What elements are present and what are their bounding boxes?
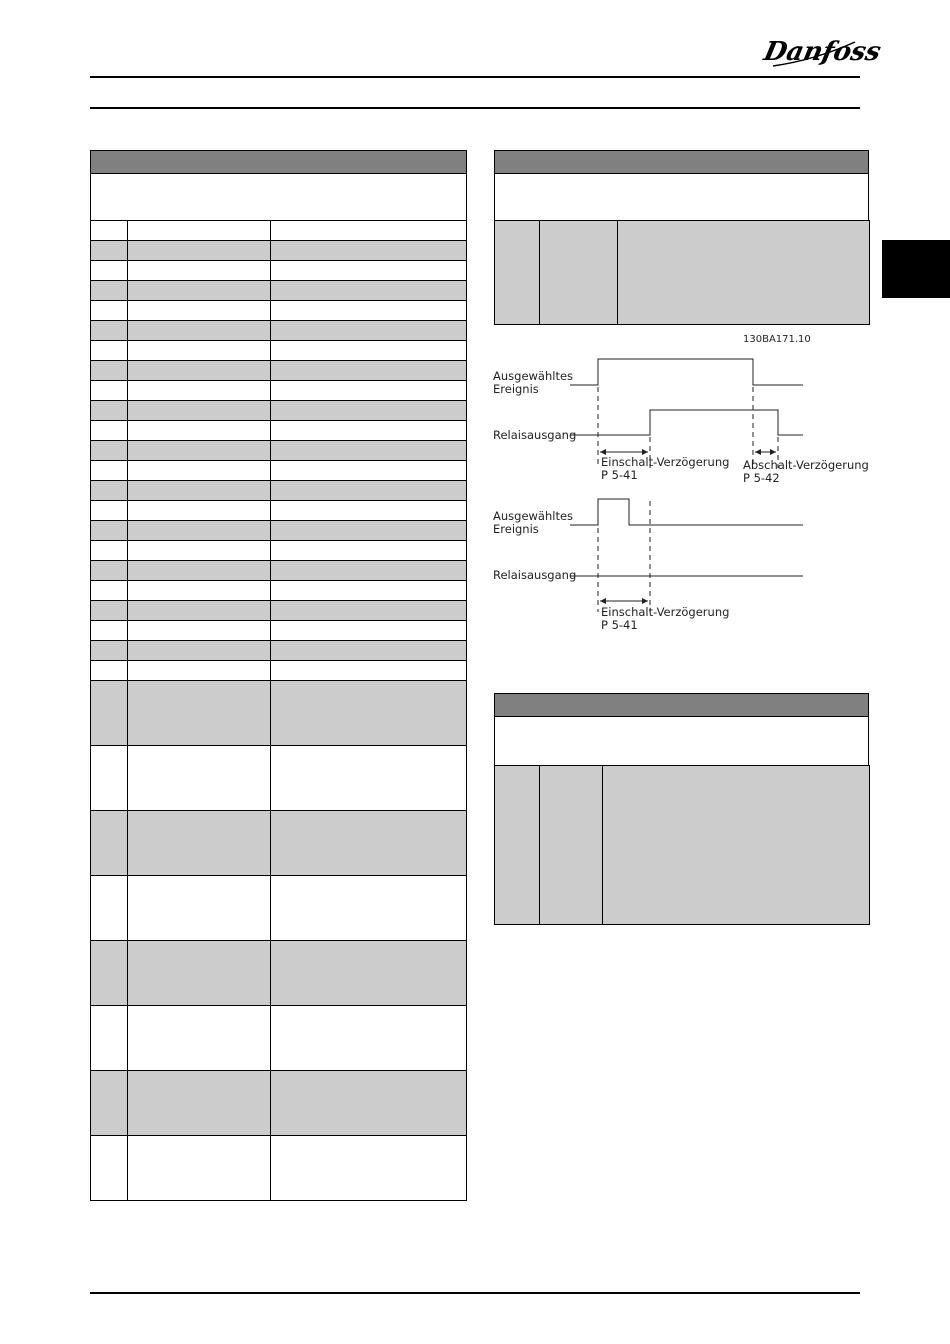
cell-id (91, 321, 128, 341)
cell-id (91, 661, 128, 681)
cell-description (271, 541, 467, 561)
cell-id (91, 601, 128, 621)
relay-signal-upper (570, 410, 803, 435)
table-row (91, 221, 467, 241)
cell-description (271, 521, 467, 541)
table-row (91, 301, 467, 321)
cell-description (271, 361, 467, 381)
cell-name (128, 561, 271, 581)
cell-id (91, 341, 128, 361)
cell-name (128, 421, 271, 441)
cell-name (128, 746, 271, 811)
cell-name (128, 941, 271, 1006)
cell-name (128, 321, 271, 341)
table-row (91, 521, 467, 541)
cell-description (271, 661, 467, 681)
table-row (91, 481, 467, 501)
cell-name (128, 381, 271, 401)
event-signal-upper (570, 359, 803, 385)
table-row (91, 421, 467, 441)
cell-description (271, 1136, 467, 1201)
table-row (91, 681, 467, 746)
cell-name (128, 461, 271, 481)
relay-label-lower: Relaisausgang (493, 568, 577, 582)
table-row (91, 621, 467, 641)
cell-description (271, 341, 467, 361)
on-delay-description (494, 173, 869, 221)
on-delay-param-upper: P 5-41 (601, 468, 638, 482)
table-row (91, 401, 467, 421)
table-row (91, 261, 467, 281)
cell-id (91, 876, 128, 941)
event-signal-lower (570, 499, 803, 525)
event-label-lower-line1: Ausgewähltes (493, 509, 574, 523)
cell-description (271, 1071, 467, 1136)
table-row (91, 541, 467, 561)
cell-description (271, 746, 467, 811)
on-delay-label-lower: Einschalt-Verzögerung (601, 605, 730, 619)
footer-rule (90, 1292, 860, 1294)
table-row (91, 1006, 467, 1071)
cell-id (91, 1071, 128, 1136)
cell-name (540, 766, 603, 925)
cell-id (91, 361, 128, 381)
cell-id (91, 941, 128, 1006)
cell-name (128, 876, 271, 941)
cell-id (91, 681, 128, 746)
cell-description (271, 401, 467, 421)
table-row (91, 461, 467, 481)
cell-description (271, 301, 467, 321)
cell-description (271, 461, 467, 481)
cell-description (271, 241, 467, 261)
cell-description (618, 221, 870, 325)
cell-name (128, 641, 271, 661)
table-row (91, 811, 467, 876)
cell-description (271, 641, 467, 661)
off-delay-header (494, 693, 869, 717)
cell-description (271, 601, 467, 621)
cell-id (91, 241, 128, 261)
cell-id (91, 261, 128, 281)
danfoss-logo (761, 30, 884, 72)
cell-description (271, 221, 467, 241)
off-delay-table (494, 765, 870, 925)
cell-description (271, 621, 467, 641)
event-label-line2: Ereignis (493, 382, 539, 396)
cell-name (128, 481, 271, 501)
cell-description (271, 941, 467, 1006)
table-row (495, 221, 870, 325)
cell-name (128, 441, 271, 461)
left-options-table (90, 220, 467, 1201)
left-table-description (90, 173, 467, 221)
table-row (91, 641, 467, 661)
cell-name (128, 1071, 271, 1136)
cell-description (271, 321, 467, 341)
cell-name (128, 1136, 271, 1201)
table-row (495, 766, 870, 925)
table-row (91, 1136, 467, 1201)
cell-description (271, 581, 467, 601)
on-delay-table (494, 220, 870, 325)
cell-description (271, 1006, 467, 1071)
on-delay-param-lower: P 5-41 (601, 618, 638, 632)
cell-id (91, 461, 128, 481)
cell-id (91, 641, 128, 661)
cell-name (128, 501, 271, 521)
table-row (91, 561, 467, 581)
cell-id (91, 381, 128, 401)
cell-description (271, 501, 467, 521)
table-row (91, 746, 467, 811)
cell-name (128, 581, 271, 601)
cell-name (128, 1006, 271, 1071)
cell-name (128, 401, 271, 421)
cell-description (271, 811, 467, 876)
cell-id (91, 521, 128, 541)
cell-name (128, 681, 271, 746)
cell-description (603, 766, 870, 925)
cell-id (91, 401, 128, 421)
cell-id (91, 441, 128, 461)
cell-name (128, 221, 271, 241)
table-row (91, 341, 467, 361)
table-row (91, 501, 467, 521)
off-delay-description (494, 716, 869, 766)
table-row (91, 281, 467, 301)
table-row (91, 601, 467, 621)
cell-description (271, 281, 467, 301)
cell-name (128, 661, 271, 681)
cell-name (128, 341, 271, 361)
cell-id (91, 746, 128, 811)
cell-id (91, 1006, 128, 1071)
chapter-tab (882, 240, 950, 298)
header-rule-top (90, 76, 860, 78)
table-row (91, 941, 467, 1006)
cell-id (91, 501, 128, 521)
cell-id (91, 301, 128, 321)
cell-description (271, 441, 467, 461)
table-row (91, 381, 467, 401)
event-label-line1: Ausgewähltes (493, 369, 574, 383)
cell-id (91, 811, 128, 876)
off-delay-param: P 5-42 (743, 471, 780, 485)
cell-name (128, 621, 271, 641)
relay-label-upper: Relaisausgang (493, 428, 577, 442)
cell-description (271, 261, 467, 281)
cell-description (271, 381, 467, 401)
figure-id: 130BA171.10 (743, 334, 811, 345)
cell-name (128, 241, 271, 261)
cell-name (128, 281, 271, 301)
cell-name (128, 811, 271, 876)
table-row (91, 441, 467, 461)
left-table-header (90, 150, 467, 174)
cell-name (128, 301, 271, 321)
cell-id (91, 581, 128, 601)
table-row (91, 876, 467, 941)
cell-id (91, 541, 128, 561)
header-rule-bottom (90, 107, 860, 109)
cell-id (91, 281, 128, 301)
cell-id (91, 221, 128, 241)
on-delay-label-upper: Einschalt-Verzögerung (601, 455, 730, 469)
cell-name (128, 601, 271, 621)
event-label-lower-line2: Ereignis (493, 522, 539, 536)
cell-id (91, 561, 128, 581)
cell-description (271, 681, 467, 746)
table-row (91, 581, 467, 601)
cell-id (495, 221, 540, 325)
cell-name (128, 521, 271, 541)
cell-id (91, 621, 128, 641)
table-row (91, 321, 467, 341)
cell-id (91, 481, 128, 501)
cell-description (271, 481, 467, 501)
cell-id (91, 421, 128, 441)
cell-name (128, 261, 271, 281)
cell-name (128, 361, 271, 381)
table-row (91, 361, 467, 381)
svg-text:Danfoss: Danfoss (761, 36, 884, 67)
cell-description (271, 421, 467, 441)
cell-description (271, 876, 467, 941)
table-row (91, 241, 467, 261)
cell-name (128, 541, 271, 561)
table-row (91, 1071, 467, 1136)
cell-id (91, 1136, 128, 1201)
on-delay-header (494, 150, 869, 174)
cell-name (540, 221, 618, 325)
off-delay-label: Abschalt-Verzögerung (743, 458, 869, 472)
cell-description (271, 561, 467, 581)
cell-id (495, 766, 540, 925)
relay-timing-diagram (490, 330, 870, 640)
table-row (91, 661, 467, 681)
